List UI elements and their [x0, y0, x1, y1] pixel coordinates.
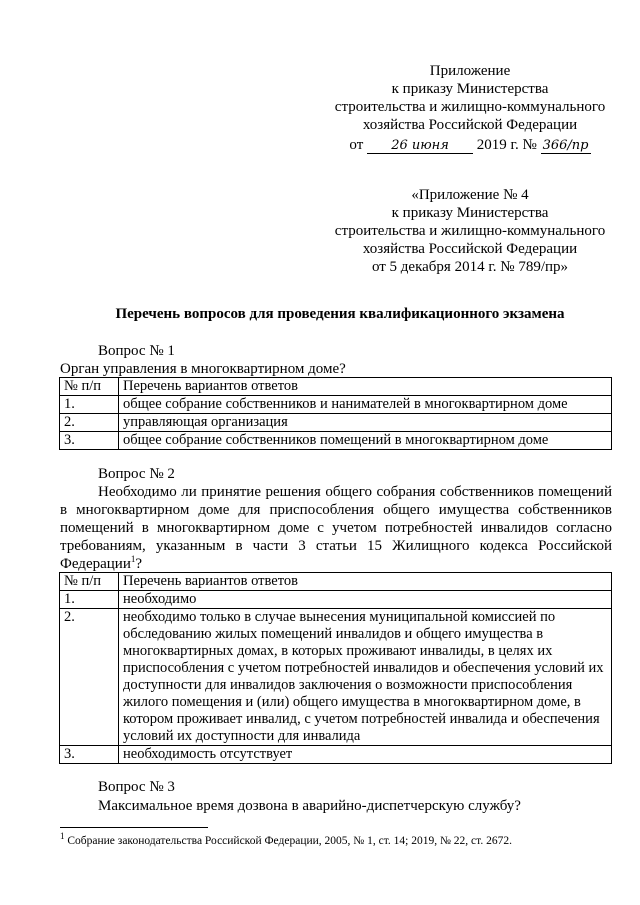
header-answers: Перечень вариантов ответов [119, 573, 612, 591]
question-label: Вопрос № 2 [98, 466, 175, 482]
table-header-row [60, 378, 612, 396]
appendix-date-line [320, 136, 620, 154]
answer-number: 3. [60, 746, 119, 764]
number-blank [541, 138, 591, 154]
table-row [60, 591, 612, 609]
question-mark: ? [135, 556, 143, 572]
answer-text: общее собрание собственников и нанимателей в многоквартирном доме [119, 396, 612, 414]
appendix-title: Приложение [429, 63, 511, 79]
question-text [60, 483, 612, 573]
question-text: Максимальное время дозвона в аварийно-диспетчерскую службу? [98, 798, 521, 814]
footnote-reference: 1 [130, 554, 136, 564]
question-text-body: Необходимо ли принятие решения общего собрания собственников помещений в многоквартирном доме для приспособления общего имущества собственников помещений в многоквартирном доме с учетом потребностей инвалидов согласно требованиям, указанным в части 3 статьи 15 Жилищного кодекса Российской Федерации [60, 484, 612, 572]
question-label: Вопрос № 1 [98, 343, 175, 359]
appendix-line: хозяйства Российской Федерации [362, 117, 578, 133]
question-label: Вопрос № 3 [98, 779, 175, 795]
question-text: Орган управления в многоквартирном доме? [60, 361, 346, 377]
appendix-line: к приказу Министерства [391, 81, 549, 97]
footnote-mark: 1 [60, 831, 65, 842]
appendix-line: строительства и жилищно-коммунального [334, 99, 606, 115]
answer-text: общее собрание собственников помещений в многоквартирном доме [119, 432, 612, 450]
answer-number: 1. [60, 396, 119, 414]
answer-text: управляющая организация [119, 414, 612, 432]
appendix4-line: строительства и жилищно-коммунального [334, 223, 606, 239]
table-row [60, 609, 612, 746]
footnote-divider [60, 827, 208, 828]
answer-number: 2. [60, 414, 119, 432]
date-year: 2019 г. № [476, 137, 537, 153]
appendix4-line: к приказу Министерства [391, 205, 549, 221]
table-header-row [60, 573, 612, 591]
appendix4-line: от 5 декабря 2014 г. № 789/пр» [371, 259, 569, 275]
header-number: № п/п [60, 378, 119, 396]
answer-text: необходимо [119, 591, 612, 609]
handwritten-date: 26 июня [391, 138, 449, 153]
answer-number: 2. [60, 609, 119, 746]
date-blank [367, 138, 473, 154]
header-answers: Перечень вариантов ответов [119, 378, 612, 396]
answers-table [59, 572, 612, 764]
document-title: Перечень вопросов для проведения квалификационного экзамена [115, 306, 565, 322]
answer-number: 1. [60, 591, 119, 609]
date-prefix: от [349, 137, 364, 153]
answers-table [59, 377, 612, 450]
appendix-header [320, 62, 620, 154]
appendix4-header [320, 186, 620, 276]
footnote-text: Собрание законодательства Российской Федерации, 2005, № 1, ст. 14; 2019, № 22, ст. 2672. [64, 835, 512, 847]
answer-number: 3. [60, 432, 119, 450]
table-row [60, 432, 612, 450]
handwritten-number: 366/пр [542, 138, 589, 153]
answer-text: необходимость отсутствует [119, 746, 612, 764]
answer-text: необходимо только в случае вынесения муниципальной комиссией по обследованию жилых помещений инвалидов и общего имущества в многоквартирных домах, в которых проживают инвалиды, в целях их приспособления с учетом потребностей инвалидов и обеспечения условий их доступности для инвалидов заключения о возможности приспособления жилого помещения и (или) общего имущества в многоквартирном доме, в котором проживает инвалид, с учетом потребностей инвалида и обеспечения условий их доступности для инвалида [119, 609, 612, 746]
appendix4-title: «Приложение № 4 [411, 187, 529, 203]
appendix4-line: хозяйства Российской Федерации [362, 241, 578, 257]
footnote [60, 831, 620, 848]
header-number: № п/п [60, 573, 119, 591]
table-row [60, 746, 612, 764]
table-row [60, 414, 612, 432]
table-row [60, 396, 612, 414]
